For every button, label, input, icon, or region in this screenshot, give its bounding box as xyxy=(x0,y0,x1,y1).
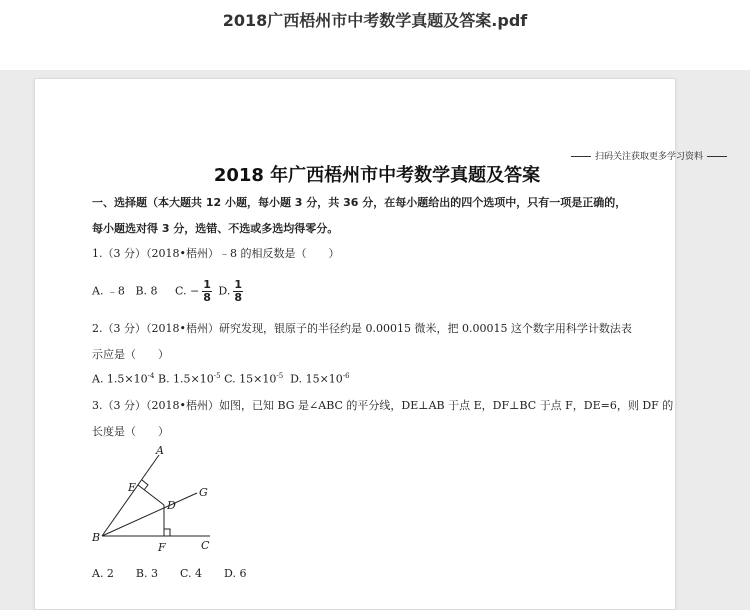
ray-ba xyxy=(102,455,159,536)
q2-option-d-exponent: -6 xyxy=(342,372,350,380)
q1-c-numerator: 1 xyxy=(203,278,211,291)
q2-option-a: A. 1.5×10 xyxy=(92,372,148,386)
question-2-stem-line2: 示应是（ ） xyxy=(92,348,169,361)
label-c: C xyxy=(201,539,210,552)
question-1-stem: 1.（3 分）（2018•梧州）﹣8 的相反数是（ ） xyxy=(92,247,340,260)
ray-bg xyxy=(102,493,197,536)
viewer-header xyxy=(0,0,750,70)
q1-option-d-fraction xyxy=(233,279,243,304)
label-f: F xyxy=(158,541,166,554)
label-b: B xyxy=(92,531,101,544)
label-a: A xyxy=(156,445,164,457)
label-d: D xyxy=(167,499,176,512)
q2-option-d: D. 15×10 xyxy=(290,372,343,386)
label-e: E xyxy=(128,481,137,494)
watermark-dash-right xyxy=(707,156,727,157)
q1-c-denominator: 8 xyxy=(203,291,211,304)
question-3-options: A. 2 B. 3 C. 4 D. 6 xyxy=(92,567,247,580)
pdf-page xyxy=(34,78,704,610)
section-instructions-line2: 每小题选对得 3 分，选错、不选或多选均得零分。 xyxy=(92,222,339,235)
label-g: G xyxy=(199,486,208,499)
question-3-figure xyxy=(92,445,217,557)
watermark-text: 扫码关注获取更多学习资料 xyxy=(595,152,704,162)
question-2-stem-line1: 2.（3 分）（2018•梧州）研究发现，银原子的半径约是 0.00015 微米，把 0.00015 这个数字用科学计数法表 xyxy=(92,322,632,335)
question-3-stem-line1: 3.（3 分）（2018•梧州）如图，已知 BG 是∠ABC 的平分线，DE⊥AB 于点 E，DF⊥BC 于点 F，DE=6，则 DF 的 xyxy=(92,399,674,412)
q2-option-b: B. 1.5×10 xyxy=(157,372,214,386)
question-1-options xyxy=(92,279,246,304)
q1-d-denominator: 8 xyxy=(234,291,242,304)
q1-option-c-fraction xyxy=(202,279,212,304)
right-angle-f xyxy=(164,529,170,536)
question-2-options xyxy=(92,372,350,386)
q1-option-d-prefix: D. xyxy=(218,284,231,298)
q1-option-a: A. ﹣8 xyxy=(92,284,125,298)
q2-option-a-exponent: -4 xyxy=(147,372,155,380)
document-title: 2018 年广西梧州市中考数学真题及答案 xyxy=(213,165,541,186)
q1-d-numerator: 1 xyxy=(234,278,242,291)
q2-option-b-exponent: -5 xyxy=(213,372,221,380)
q2-option-c: C. 15×10 xyxy=(224,372,277,386)
file-title: 2018广西梧州市中考数学真题及答案.pdf xyxy=(222,11,528,30)
q1-option-b: B. 8 xyxy=(135,284,158,298)
section-instructions-line1: 一、选择题（本大题共 12 小题，每小题 3 分，共 36 分，在每小题给出的四个选项中，只有一项是正确的， xyxy=(92,196,627,209)
question-3-stem-line2: 长度是（ ） xyxy=(92,425,169,438)
watermark-dash-left xyxy=(571,156,591,157)
q1-option-c-prefix: C. − xyxy=(175,284,200,298)
segment-de xyxy=(138,485,164,505)
q2-option-c-exponent: -5 xyxy=(276,372,284,380)
